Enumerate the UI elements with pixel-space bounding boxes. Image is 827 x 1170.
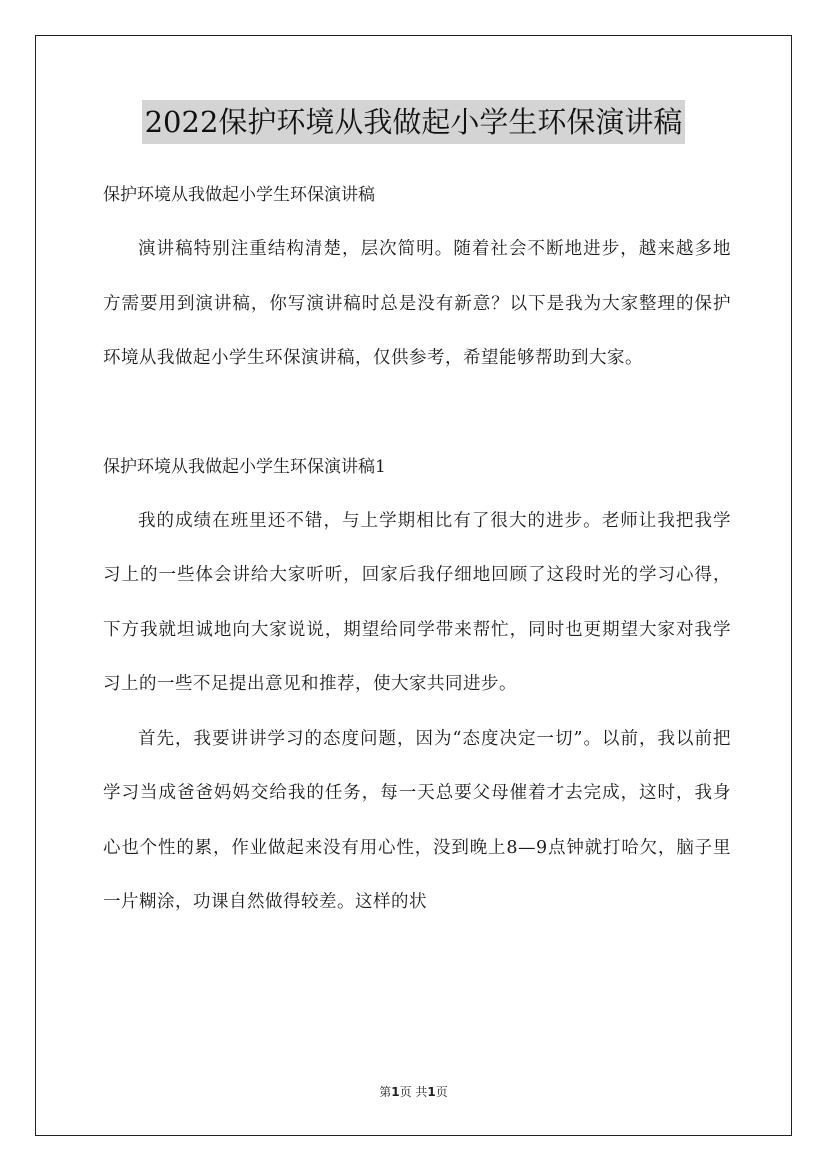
footer-page-total: 1	[427, 1085, 436, 1099]
document-title: 2022保护环境从我做起小学生环保演讲稿	[142, 100, 686, 144]
section1-heading: 保护环境从我做起小学生环保演讲稿1	[103, 456, 386, 477]
page-footer	[0, 1083, 827, 1101]
title-container	[0, 100, 827, 144]
footer-page-number: 1	[391, 1085, 400, 1099]
footer-mid: 页 共	[399, 1085, 428, 1099]
section1-paragraph-2: 首先，我要讲讲学习的态度问题，因为“态度决定一切”。以前，我以前把学习当成爸爸妈妈交给我的任务，每一天总要父母催着才去完成，这时，我身心也个性的累，作业做起来没有用心性，没到晚上8—9点钟就打哈欠，脑子里一片糊涂，功课自然做得较差。这样的状	[103, 728, 731, 912]
footer-suffix: 页	[435, 1085, 448, 1099]
section1-paragraph-1: 我的成绩在班里还不错，与上学期相比有了很大的进步。老师让我把我学习上的一些体会讲给大家听听，回家后我仔细地回顾了这段时光的学习心得，下方我就坦诚地向大家说说，期望给同学带来帮忙，同时也更期望大家对我学习上的一些不足提出意见和推荐，使大家共同进步。	[103, 510, 731, 694]
footer-prefix: 第	[379, 1085, 392, 1099]
intro-paragraph: 演讲稿特别注重结构清楚，层次简明。随着社会不断地进步，越来越多地方需要用到演讲稿，你写演讲稿时总是没有新意？以下是我为大家整理的保护环境从我做起小学生环保演讲稿，仅供参考，希望能够帮助到大家。	[103, 239, 731, 368]
document-body	[103, 168, 731, 930]
document-subtitle: 保护环境从我做起小学生环保演讲稿	[103, 185, 375, 205]
section-spacer	[103, 386, 731, 440]
